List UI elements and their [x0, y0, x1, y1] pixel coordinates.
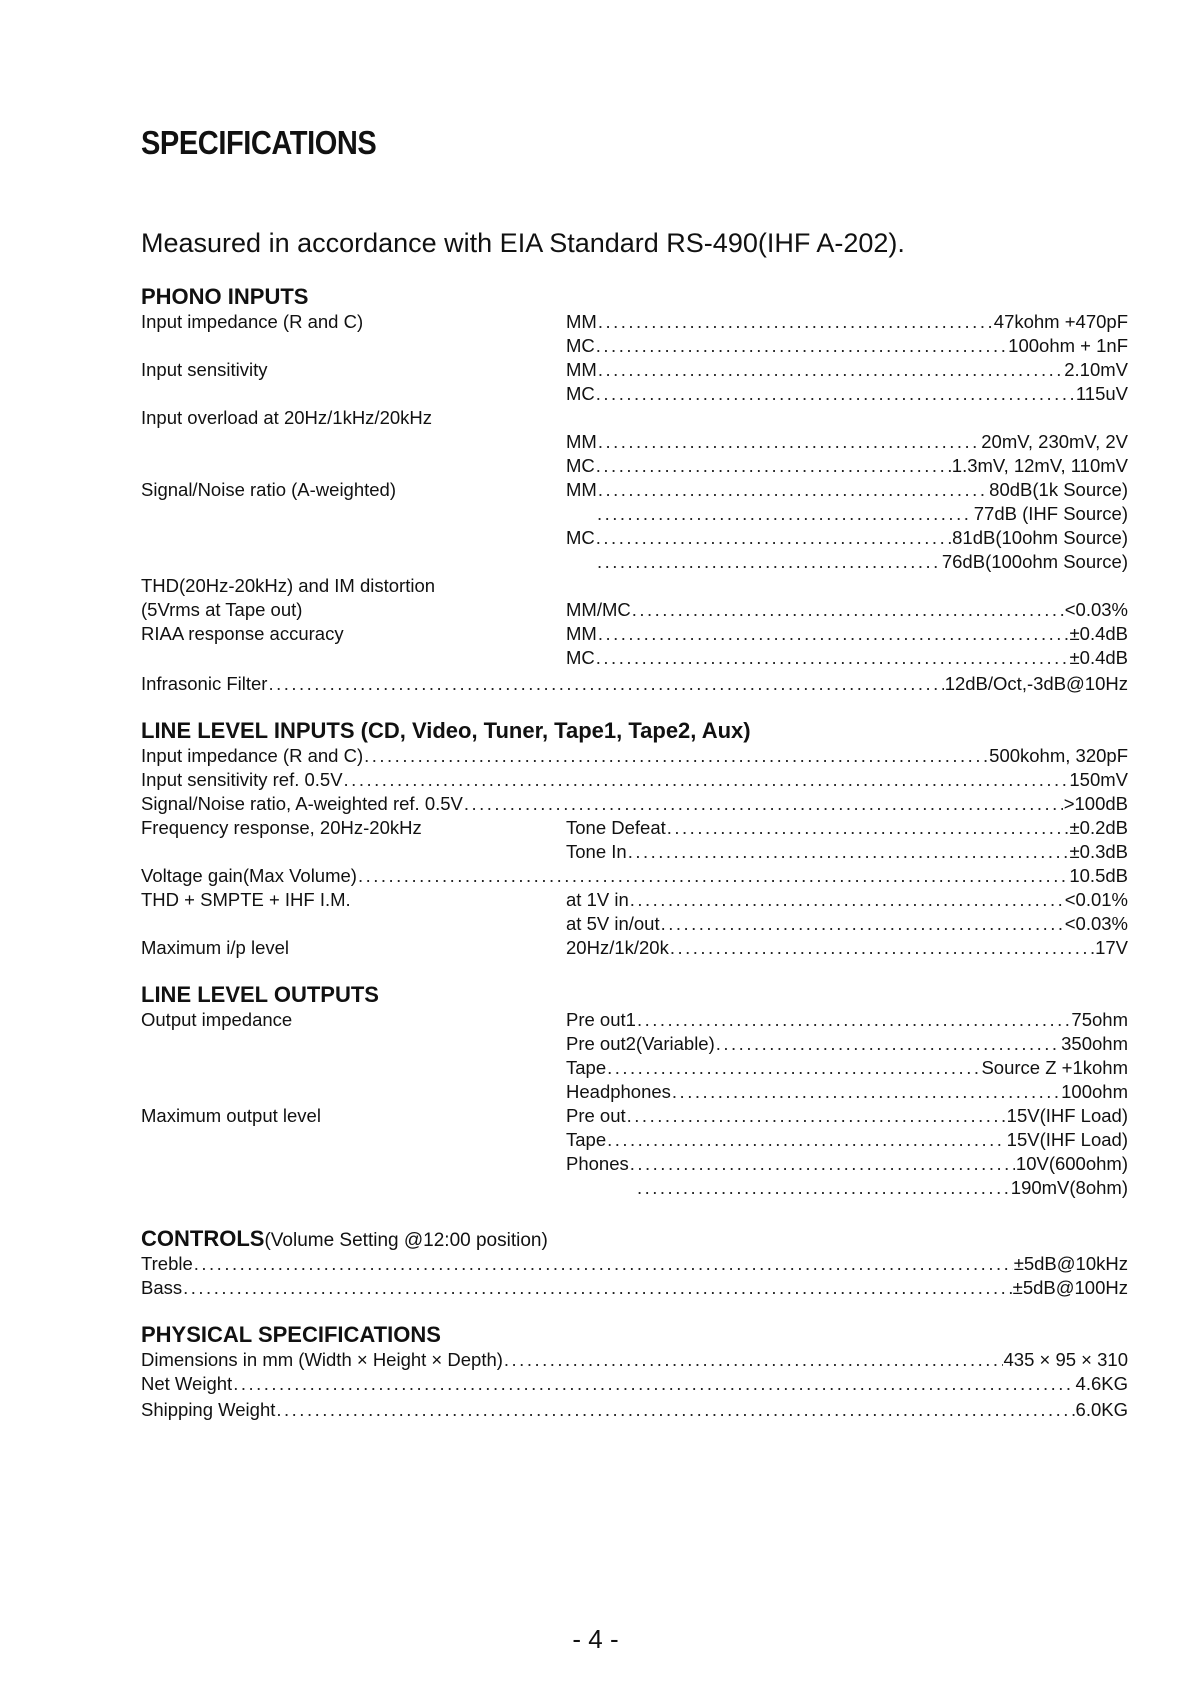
spec-row: MM ..... 80dB(1k Source) — [566, 478, 1128, 502]
spec-label: Input sensitivity — [141, 359, 268, 380]
spec-row: MM ..... 20mV, 230mV, 2V — [566, 430, 1128, 454]
spec-row: Tape ..... 15V(IHF Load) — [566, 1128, 1128, 1152]
page-title: SPECIFICATIONS — [141, 124, 377, 161]
spec-row: Headphones ..... 100ohm — [566, 1080, 1128, 1104]
spec-row: Treble ..... ±5dB@10kHz — [141, 1252, 1128, 1276]
section-heading-physical: PHYSICAL SPECIFICATIONS — [141, 1322, 441, 1347]
spec-row: MC ..... 100ohm + 1nF — [566, 334, 1128, 358]
spec-row: MM ..... 2.10mV — [566, 358, 1128, 382]
section-heading-line-outputs: LINE LEVEL OUTPUTS — [141, 982, 379, 1007]
spec-label: Input overload at 20Hz/1kHz/20kHz — [141, 407, 433, 428]
spec-label: Frequency response, 20Hz-20kHz — [141, 817, 422, 838]
spec-row: Voltage gain(Max Volume) ..... 10.5dB — [141, 864, 1128, 888]
spec-label: (5Vrms at Tape out) — [141, 599, 303, 620]
spec-row: Input sensitivity ref. 0.5V ..... 150mV — [141, 768, 1128, 792]
spec-label: THD + SMPTE + IHF I.M. — [141, 889, 351, 910]
spec-row: Signal/Noise ratio, A-weighted ref. 0.5V ..... >100dB — [141, 792, 1128, 816]
spec-label: Signal/Noise ratio (A-weighted) — [141, 479, 397, 500]
spec-row: Phones ..... 10V(600ohm) — [566, 1152, 1128, 1176]
spec-row: Pre out2(Variable) ..... 350ohm — [566, 1032, 1128, 1056]
spec-label: Maximum i/p level — [141, 937, 290, 958]
section-heading-controls: CONTROLS(Volume Setting @12:00 position) — [141, 1226, 548, 1251]
spec-label: Maximum output level — [141, 1105, 321, 1126]
spec-row: Infrasonic Filter ..... 12dB/Oct,-3dB@10Hz — [141, 672, 1128, 696]
spec-row: MM/MC ..... <0.03% — [566, 598, 1128, 622]
spec-row: Shipping Weight ..... 6.0KG — [141, 1398, 1128, 1422]
spec-row: MC ..... 81dB(10ohm Source) — [566, 526, 1128, 550]
spec-row: MC ..... ±0.4dB — [566, 646, 1128, 670]
spec-row: Dimensions in mm (Width × Height × Depth) ..... 435 × 95 × 310 — [141, 1348, 1128, 1372]
spec-row: at 1V in ..... <0.01% — [566, 888, 1128, 912]
spec-row: Tone Defeat ..... ±0.2dB — [566, 816, 1128, 840]
spec-row: ..... 76dB(100ohm Source) — [596, 550, 1128, 574]
page-number: - 4 - — [572, 1624, 619, 1654]
spec-row: Pre out1 ..... 75ohm — [566, 1008, 1128, 1032]
spec-row: Pre out ..... 15V(IHF Load) — [566, 1104, 1128, 1128]
spec-row: Input impedance (R and C) ..... 500kohm, 320pF — [141, 744, 1128, 768]
spec-row: Net Weight ..... 4.6KG — [141, 1372, 1128, 1396]
spec-row: 20Hz/1k/20k ..... 17V — [566, 936, 1128, 960]
spec-row: ..... 77dB (IHF Source) — [596, 502, 1128, 526]
spec-row: Tape ..... Source Z +1kohm — [566, 1056, 1128, 1080]
spec-row: at 5V in/out ..... <0.03% — [566, 912, 1128, 936]
section-heading-line-inputs: LINE LEVEL INPUTS (CD, Video, Tuner, Tape1, Tape2, Aux) — [141, 718, 751, 743]
spec-label: THD(20Hz-20kHz) and IM distortion — [141, 575, 436, 596]
spec-label: Input impedance (R and C) — [141, 311, 364, 332]
spec-row: MC ..... 1.3mV, 12mV, 110mV — [566, 454, 1128, 478]
spec-label: RIAA response accuracy — [141, 623, 344, 644]
spec-row: MM ..... 47kohm +470pF — [566, 310, 1128, 334]
spec-row: MC ..... 115uV — [566, 382, 1128, 406]
spec-row: Tone In ..... ±0.3dB — [566, 840, 1128, 864]
page-subtitle: Measured in accordance with EIA Standard RS-490(IHF A-202). — [141, 228, 905, 258]
spec-row: Bass ..... ±5dB@100Hz — [141, 1276, 1128, 1300]
spec-row: ..... 190mV(8ohm) — [636, 1176, 1128, 1200]
spec-label: Output impedance — [141, 1009, 293, 1030]
section-heading-phono: PHONO INPUTS — [141, 284, 309, 309]
spec-row: MM ..... ±0.4dB — [566, 622, 1128, 646]
